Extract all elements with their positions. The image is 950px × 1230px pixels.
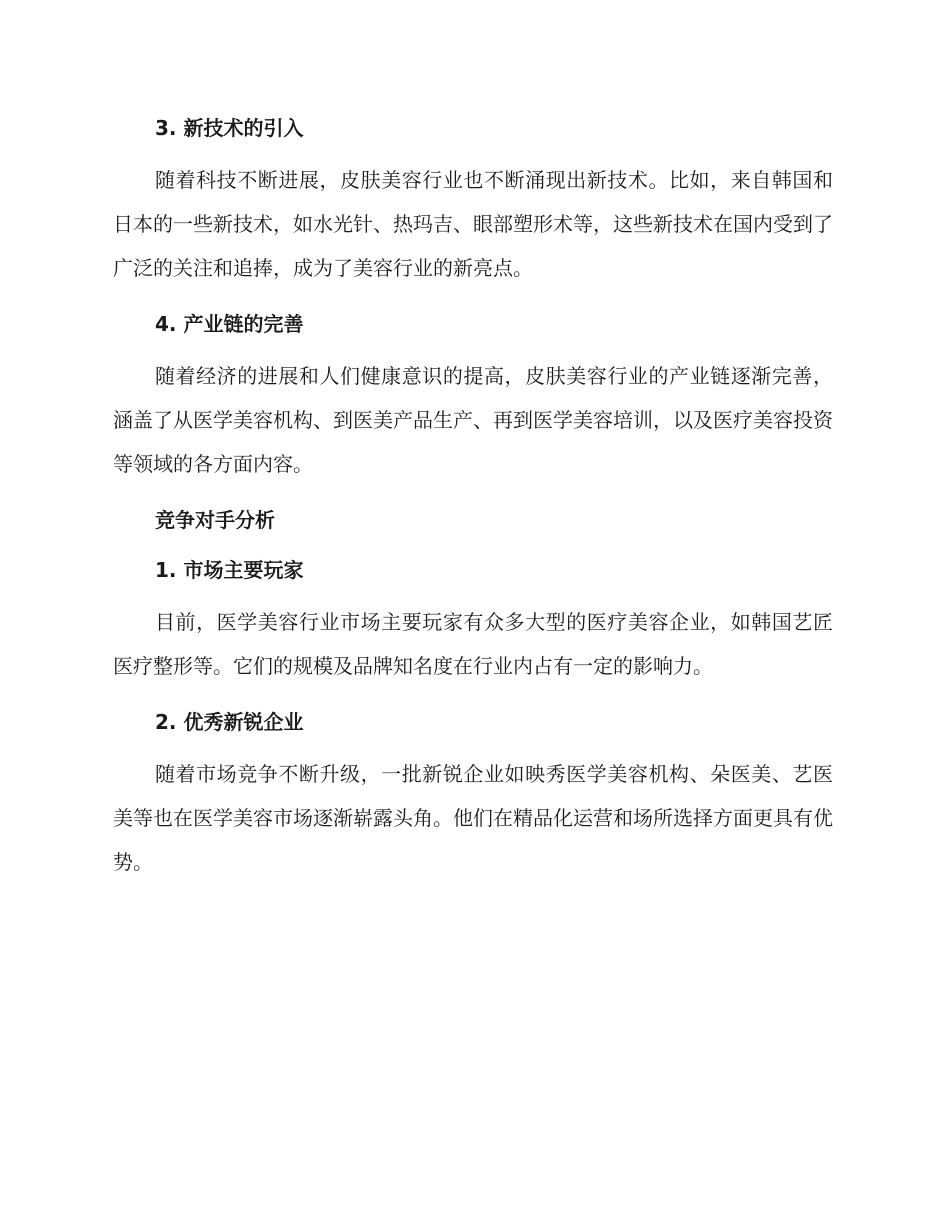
heading-emerging-companies: 2. 优秀新锐企业 bbox=[155, 710, 304, 734]
document-page bbox=[113, 108, 833, 898]
heading-main-players: 1. 市场主要玩家 bbox=[155, 558, 304, 582]
para-new-technology: 随着科技不断进展，皮肤美容行业也不断涌现出新技术。比如，来自韩国和日本的一些新技术，如水光针、热玛吉、眼部塑形术等，这些新技术在国内受到了广泛的关注和追捧，成为了美容行业的新亮点。 bbox=[113, 168, 833, 280]
para-main-players: 目前，医学美容行业市场主要玩家有众多大型的医疗美容企业，如韩国艺匠医疗整形等。它们的规模及品牌知名度在行业内占有一定的影响力。 bbox=[113, 610, 833, 678]
para-emerging-companies: 随着市场竞争不断升级，一批新锐企业如映秀医学美容机构、朵医美、艺医美等也在医学美容市场逐渐崭露头角。他们在精品化运营和场所选择方面更具有优势。 bbox=[113, 762, 833, 874]
heading-competitor-analysis: 竞争对手分析 bbox=[155, 508, 275, 532]
heading-industry-chain: 4. 产业链的完善 bbox=[155, 312, 304, 336]
heading-new-technology: 3. 新技术的引入 bbox=[155, 116, 304, 140]
para-industry-chain: 随着经济的进展和人们健康意识的提高，皮肤美容行业的产业链逐渐完善，涵盖了从医学美容机构、到医美产品生产、再到医学美容培训，以及医疗美容投资等领域的各方面内容。 bbox=[113, 364, 833, 476]
